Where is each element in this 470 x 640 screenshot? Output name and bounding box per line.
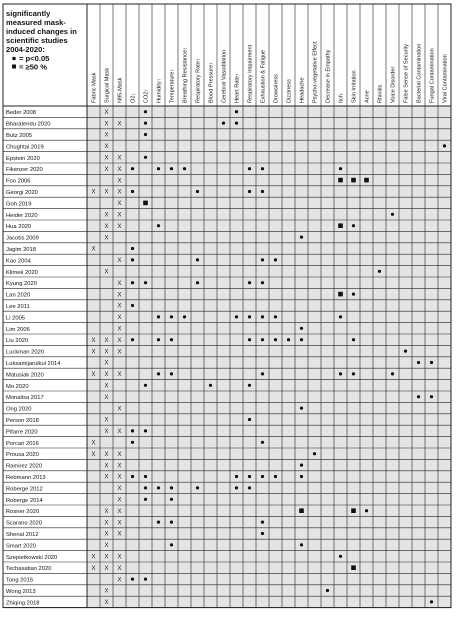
cell-x-mark: X — [117, 349, 122, 356]
cell-square-mark — [364, 178, 369, 183]
cell-x-mark: X — [104, 166, 109, 173]
cell-x-mark: X — [117, 372, 122, 379]
cell-dot-mark — [261, 190, 264, 193]
cell-square-mark — [338, 178, 343, 183]
study-name: Lim 2006 — [6, 326, 30, 333]
column-header: Psycho-vegetative Effect — [312, 41, 319, 103]
cell-dot-mark — [131, 304, 134, 307]
cell-x-mark: X — [104, 474, 109, 481]
cell-dot-mark — [430, 395, 433, 398]
cell-dot-mark — [261, 521, 264, 524]
cell-x-mark: X — [117, 155, 122, 162]
cell-dot-mark — [430, 600, 433, 603]
cell-x-mark: X — [117, 121, 122, 128]
column-header: Dizziness — [286, 79, 293, 103]
column-header: Heart Rate↑ — [234, 73, 241, 103]
study-name: Li 2005 — [6, 315, 26, 322]
title-line-4: scientific studies — [6, 36, 68, 45]
study-name: Smart 2020 — [6, 543, 36, 550]
cell-dot-mark — [170, 167, 173, 170]
study-name: Rebmann 2013 — [6, 475, 46, 481]
study-name: Techasatian 2020 — [6, 566, 52, 573]
cell-x-mark: X — [117, 189, 122, 196]
cell-square-mark — [351, 565, 356, 570]
cell-x-mark: X — [104, 451, 109, 458]
cell-dot-mark — [222, 122, 225, 125]
cell-x-mark: X — [104, 508, 109, 515]
cell-x-mark: X — [91, 565, 96, 572]
cell-dot-mark — [157, 486, 160, 489]
column-header: Blood Pressure↑ — [208, 61, 215, 103]
study-name: Wong 2013 — [6, 589, 36, 595]
cell-dot-mark — [261, 475, 264, 478]
cell-square-mark — [338, 223, 343, 228]
study-name: Ramirez 2020 — [6, 463, 43, 470]
cell-dot-mark — [300, 543, 303, 546]
cell-dot-mark — [248, 167, 251, 170]
cell-x-mark: X — [117, 280, 122, 287]
column-header: Headache — [299, 77, 306, 103]
cell-dot-mark — [248, 338, 251, 341]
study-name: Tong 2015 — [6, 577, 34, 584]
study-name: Mo 2020 — [6, 383, 29, 390]
study-name: Prousa 2020 — [6, 452, 39, 459]
cell-dot-mark — [261, 167, 264, 170]
cell-x-mark: X — [117, 303, 122, 310]
cell-dot-mark — [196, 281, 199, 284]
cell-dot-mark — [131, 441, 134, 444]
cell-dot-mark — [248, 315, 251, 318]
study-name: Zhiqing 2018 — [6, 600, 40, 607]
cell-x-mark: X — [104, 383, 109, 390]
cell-dot-mark — [170, 372, 173, 375]
cell-dot-mark — [144, 498, 147, 501]
cell-dot-mark — [157, 372, 160, 375]
cell-x-mark: X — [104, 144, 109, 151]
cell-x-mark: X — [91, 372, 96, 379]
cell-dot-mark — [157, 315, 160, 318]
cell-dot-mark — [131, 258, 134, 261]
study-name: Georgi 2020 — [6, 190, 38, 196]
cell-dot-mark — [170, 486, 173, 489]
cell-dot-mark — [235, 475, 238, 478]
cell-dot-mark — [170, 315, 173, 318]
cell-dot-mark — [248, 486, 251, 489]
cell-x-mark: X — [91, 554, 96, 561]
study-name: Luckman 2020 — [6, 349, 45, 356]
cell-x-mark: X — [104, 360, 109, 367]
cell-square-mark — [338, 292, 343, 297]
study-name: Foo 2006 — [6, 178, 31, 185]
study-name: Jagim 2018 — [6, 247, 36, 253]
cell-dot-mark — [131, 190, 134, 193]
cell-dot-mark — [274, 258, 277, 261]
cell-x-mark: X — [117, 201, 122, 208]
cell-dot-mark — [352, 338, 355, 341]
column-header: Breathing Resistance↑ — [182, 47, 189, 103]
cell-dot-mark — [157, 338, 160, 341]
cell-dot-mark — [300, 464, 303, 467]
study-name: Roberge 2014 — [6, 497, 43, 504]
cell-dot-mark — [313, 452, 316, 455]
cell-x-mark: X — [104, 531, 109, 538]
cell-x-mark: X — [104, 600, 109, 607]
study-name: Luksamijarulkul 2014 — [6, 361, 61, 367]
cell-x-mark: X — [104, 520, 109, 527]
cell-dot-mark — [365, 509, 368, 512]
cell-dot-mark — [287, 338, 290, 341]
cell-x-mark: X — [104, 212, 109, 219]
cell-dot-mark — [274, 475, 277, 478]
cell-dot-mark — [196, 258, 199, 261]
cell-dot-mark — [248, 418, 251, 421]
cell-dot-mark — [144, 486, 147, 489]
cell-x-mark: X — [104, 155, 109, 162]
cell-square-mark — [299, 508, 304, 513]
study-name: Beder 2008 — [6, 110, 36, 117]
cell-x-mark: X — [91, 451, 96, 458]
study-name: Monalisa 2017 — [6, 395, 44, 402]
cell-x-mark: X — [104, 394, 109, 401]
study-name: Roberge 2012 — [6, 486, 43, 493]
cell-x-mark: X — [91, 349, 96, 356]
title-line-1: significantly — [6, 9, 51, 18]
cell-dot-mark — [157, 224, 160, 227]
cell-dot-mark — [144, 429, 147, 432]
study-name: Lee 2011 — [6, 304, 30, 310]
cell-x-mark: X — [117, 565, 122, 572]
cell-x-mark: X — [104, 269, 109, 276]
column-header: Rhinitis — [377, 84, 384, 103]
legend-dot-label: = p<0.05 — [19, 54, 50, 63]
cell-x-mark: X — [104, 565, 109, 572]
cell-dot-mark — [209, 384, 212, 387]
cell-x-mark: X — [104, 109, 109, 116]
cell-dot-mark — [261, 281, 264, 284]
title-line-5: 2004-2020: — [6, 45, 45, 54]
column-header: Fungal Contamination — [429, 48, 436, 103]
study-name: Jacobs 2009 — [6, 235, 39, 242]
cell-x-mark: X — [91, 337, 96, 344]
cell-dot-mark — [170, 338, 173, 341]
cell-x-mark: X — [104, 235, 109, 242]
cell-dot-mark — [300, 236, 303, 239]
cell-dot-mark — [300, 475, 303, 478]
cell-dot-mark — [417, 361, 420, 364]
cell-x-mark: X — [91, 246, 96, 253]
study-name: Matusiak 2020 — [6, 372, 44, 379]
cell-x-mark: X — [104, 372, 109, 379]
study-name: Pifarre 2020 — [6, 429, 38, 436]
cell-dot-mark — [261, 315, 264, 318]
cell-dot-mark — [339, 315, 342, 318]
cell-dot-mark — [248, 475, 251, 478]
cell-x-mark: X — [104, 429, 109, 436]
cell-dot-mark — [196, 486, 199, 489]
cell-x-mark: X — [117, 486, 122, 493]
cell-square-mark — [351, 178, 356, 183]
cell-dot-mark — [144, 384, 147, 387]
cell-dot-mark — [157, 521, 160, 524]
cell-dot-mark — [144, 122, 147, 125]
column-header: False Sense of Security — [403, 43, 410, 103]
cell-x-mark: X — [104, 417, 109, 424]
cell-dot-mark — [326, 589, 329, 592]
cell-x-mark: X — [117, 337, 122, 344]
cell-x-mark: X — [117, 178, 122, 185]
cell-dot-mark — [170, 521, 173, 524]
column-header: Exhaustion & Fatigue — [260, 49, 267, 103]
cell-x-mark: X — [117, 326, 122, 333]
cell-x-mark: X — [104, 463, 109, 470]
study-name: Szepietkowski 2020 — [6, 554, 58, 561]
cell-x-mark: X — [117, 212, 122, 219]
cell-x-mark: X — [117, 429, 122, 436]
cell-x-mark: X — [117, 531, 122, 538]
cell-dot-mark — [183, 167, 186, 170]
cell-x-mark: X — [117, 258, 122, 265]
cell-dot-mark — [261, 338, 264, 341]
cell-dot-mark — [391, 213, 394, 216]
cell-dot-mark — [170, 498, 173, 501]
cell-square-mark — [351, 508, 356, 513]
cell-dot-mark — [131, 281, 134, 284]
study-name: Ong 2020 — [6, 406, 32, 413]
cell-dot-mark — [196, 190, 199, 193]
study-name: Liu 2020 — [6, 338, 29, 345]
cell-x-mark: X — [104, 189, 109, 196]
cell-x-mark: X — [117, 474, 122, 481]
cell-dot-mark — [300, 327, 303, 330]
cell-dot-mark — [378, 270, 381, 273]
cell-dot-mark — [352, 224, 355, 227]
cell-x-mark: X — [104, 543, 109, 550]
legend-square-icon — [12, 65, 16, 69]
cell-x-mark: X — [117, 166, 122, 173]
cell-dot-mark — [404, 350, 407, 353]
column-header: CO2↑ — [143, 88, 150, 103]
column-header: N95-Mask — [117, 77, 124, 103]
cell-dot-mark — [131, 338, 134, 341]
column-header: Skin Irritation — [351, 70, 358, 103]
column-header: Drowsiness — [273, 74, 280, 103]
cell-dot-mark — [235, 315, 238, 318]
column-header: Surgical Mask — [104, 67, 111, 103]
column-header: Itch — [338, 93, 345, 103]
cell-dot-mark — [339, 167, 342, 170]
cell-x-mark: X — [104, 588, 109, 595]
cell-dot-mark — [261, 532, 264, 535]
cell-x-mark: X — [117, 577, 122, 584]
cell-dot-mark — [144, 110, 147, 113]
cell-dot-mark — [144, 133, 147, 136]
cell-x-mark: X — [117, 554, 122, 561]
cell-x-mark: X — [117, 223, 122, 230]
column-header: Cerebral Vasodilation — [221, 49, 228, 103]
column-header: Respiratory Rate↑ — [195, 58, 202, 103]
cell-dot-mark — [131, 247, 134, 250]
cell-x-mark: X — [104, 337, 109, 344]
cell-dot-mark — [157, 167, 160, 170]
cell-x-mark: X — [117, 520, 122, 527]
cell-dot-mark — [391, 372, 394, 375]
column-header: Decrease in Empathy — [325, 49, 332, 103]
title-line-2: measured mask- — [6, 18, 66, 27]
cell-dot-mark — [261, 441, 264, 444]
column-header: Voice Disorder — [390, 66, 397, 103]
cell-x-mark: X — [117, 451, 122, 458]
column-header: Fabric Mask — [91, 72, 98, 103]
cell-x-mark: X — [117, 406, 122, 413]
cell-x-mark: X — [117, 463, 122, 470]
study-name: Person 2018 — [6, 418, 39, 424]
cell-x-mark: X — [91, 189, 96, 196]
cell-dot-mark — [144, 281, 147, 284]
cell-dot-mark — [300, 338, 303, 341]
cell-x-mark: X — [117, 292, 122, 299]
study-name: Rosner 2020 — [6, 509, 40, 516]
study-name: Epstein 2020 — [6, 155, 40, 162]
cell-dot-mark — [170, 543, 173, 546]
cell-x-mark: X — [104, 349, 109, 356]
cell-dot-mark — [144, 578, 147, 581]
study-name: Goh 2019 — [6, 201, 32, 208]
cell-dot-mark — [352, 293, 355, 296]
cell-dot-mark — [131, 578, 134, 581]
study-name: Lan 2020 — [6, 292, 31, 299]
study-name: Chughtai 2019 — [6, 144, 44, 151]
cell-dot-mark — [339, 555, 342, 558]
column-header: Bacterial Contamination — [416, 43, 423, 103]
cell-dot-mark — [235, 122, 238, 125]
cell-dot-mark — [430, 361, 433, 364]
study-name: Scarano 2020 — [6, 520, 43, 527]
cell-dot-mark — [352, 372, 355, 375]
study-name: Butz 2005 — [6, 133, 33, 139]
title-line-3: induced changes in — [6, 27, 77, 36]
cell-x-mark: X — [117, 497, 122, 504]
cell-dot-mark — [183, 315, 186, 318]
cell-dot-mark — [235, 110, 238, 113]
study-name: Fikenzer 2020 — [6, 167, 43, 174]
cell-square-mark — [143, 201, 148, 206]
cell-dot-mark — [274, 315, 277, 318]
cell-dot-mark — [339, 372, 342, 375]
legend-square-label: = ≥50 % — [19, 62, 48, 72]
column-header: O2↓ — [130, 92, 137, 103]
cell-x-mark: X — [104, 223, 109, 230]
study-name: Bharatendu 2020 — [6, 121, 51, 128]
cell-dot-mark — [235, 486, 238, 489]
study-name: Porcari 2016 — [6, 440, 39, 447]
cell-dot-mark — [131, 429, 134, 432]
cell-dot-mark — [274, 338, 277, 341]
cell-dot-mark — [144, 156, 147, 159]
study-name: Kao 2004 — [6, 258, 31, 265]
cell-dot-mark — [248, 384, 251, 387]
cell-dot-mark — [248, 190, 251, 193]
study-name: Hua 2020 — [6, 224, 32, 231]
cell-x-mark: X — [91, 440, 96, 447]
study-name: Shenal 2012 — [6, 532, 39, 538]
column-header: Viral Contamination — [442, 54, 449, 103]
cell-x-mark: X — [104, 554, 109, 561]
study-name: Heider 2020 — [6, 212, 38, 219]
study-name: Klimek 2020 — [6, 269, 38, 276]
cell-dot-mark — [131, 475, 134, 478]
cell-x-mark: X — [104, 132, 109, 139]
column-header: Humidity↑ — [156, 78, 163, 103]
column-header: Acne — [364, 90, 371, 103]
legend-dot-icon — [12, 57, 16, 61]
cell-dot-mark — [300, 407, 303, 410]
column-header: Respiratory Impairment — [247, 44, 254, 103]
study-name: Kyung 2020 — [6, 281, 37, 288]
cell-dot-mark — [131, 167, 134, 170]
cell-dot-mark — [261, 372, 264, 375]
cell-x-mark: X — [117, 508, 122, 515]
cell-dot-mark — [144, 475, 147, 478]
cell-x-mark: X — [104, 121, 109, 128]
column-header: Temperature↑ — [169, 68, 176, 103]
cell-dot-mark — [417, 395, 420, 398]
cell-dot-mark — [443, 144, 446, 147]
cell-x-mark: X — [117, 315, 122, 322]
cell-dot-mark — [248, 281, 251, 284]
cell-dot-mark — [261, 258, 264, 261]
